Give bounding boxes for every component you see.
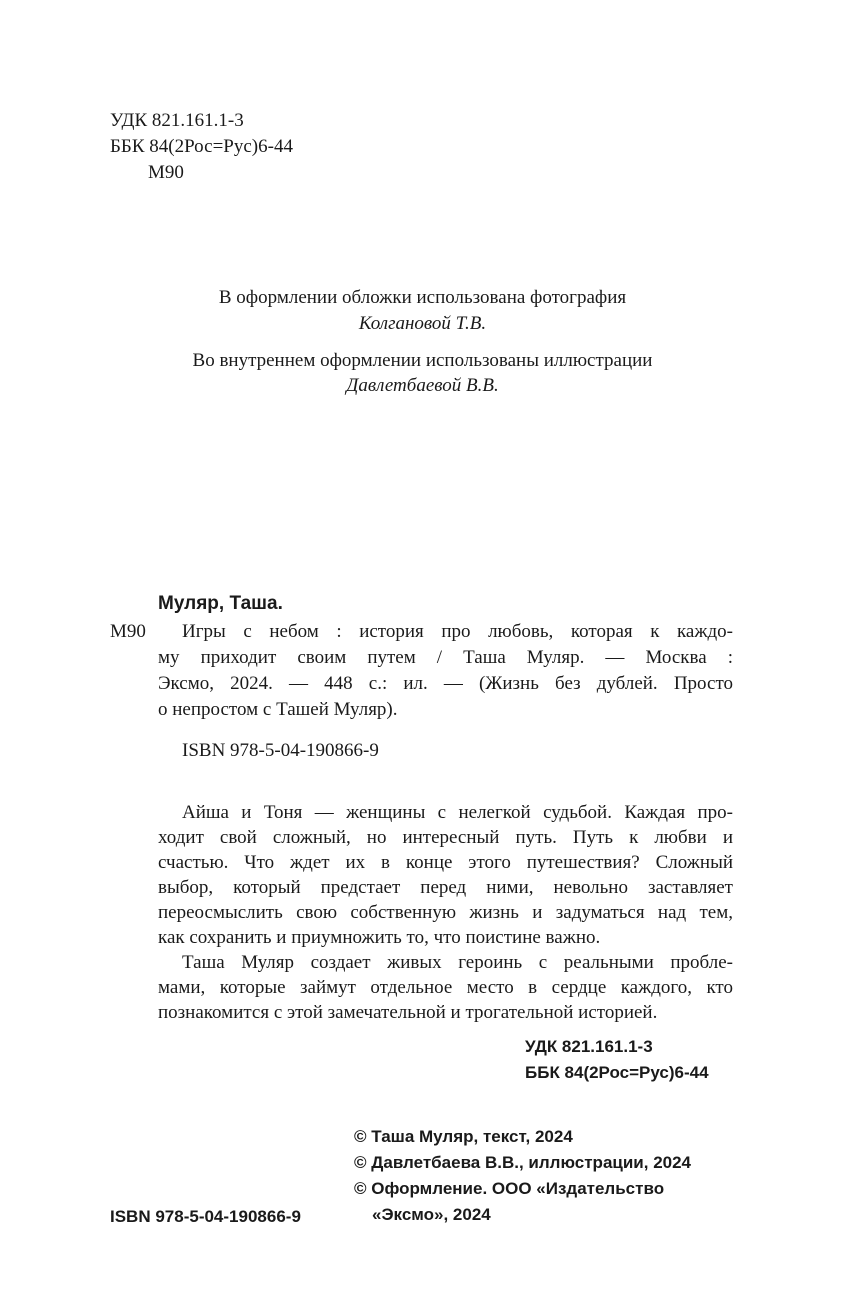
cover-credit-author: Колгановой Т.В. [358, 313, 487, 334]
copyright-line-4: «Эксмо», 2024 [372, 1205, 491, 1224]
annotation-p1-line-2: ходит свой сложный, но интересный путь. Путь к любви и [158, 827, 733, 848]
bottom-udk: УДК 821.161.1-3 [525, 1037, 653, 1056]
copyright-line-1: © Таша Муляр, текст, 2024 [354, 1127, 573, 1146]
bottom-bbk: ББК 84(2Рос=Рус)6-44 [525, 1063, 709, 1082]
bottom-isbn: ISBN 978-5-04-190866-9 [110, 1207, 301, 1226]
annotation-p2-line-3: познакомится с этой замечательной и трогательной историей. [158, 1002, 658, 1023]
illustrations-credit-line: Во внутреннем оформлении использованы иллюстрации [192, 350, 653, 371]
bibliography-line-4: о непростом с Ташей Муляр). [158, 699, 398, 720]
annotation-p1-line-6: как сохранить и приумножить то, что поистине важно. [158, 927, 601, 948]
bibliography-line-3: Эксмо, 2024. — 448 с.: ил. — (Жизнь без дублей. Просто [158, 673, 733, 694]
copyright-line-2: © Давлетбаева В.В., иллюстрации, 2024 [354, 1153, 692, 1172]
copyright-line-3: © Оформление. ООО «Издательство [354, 1179, 665, 1198]
annotation-p2-line-2: мами, которые займут отдельное место в сердце каждого, кто [158, 977, 733, 998]
annotation-p1-line-4: выбор, который предстает перед ними, невольно заставляет [158, 877, 733, 898]
bibliography-isbn: ISBN 978-5-04-190866-9 [182, 740, 379, 761]
bibliography-author: Муляр, Таша. [158, 593, 283, 614]
top-bbk: ББК 84(2Рос=Рус)6-44 [110, 136, 293, 157]
annotation-p1-line-1: Айша и Тоня — женщины с нелегкой судьбой. Каждая про- [182, 802, 733, 823]
annotation-p1-line-5: переосмыслить свою собственную жизнь и задуматься над тем, [158, 902, 733, 923]
top-udk: УДК 821.161.1-3 [110, 110, 244, 131]
illustrations-credit-author: Давлетбаевой В.В. [346, 375, 499, 396]
annotation-p2-line-1: Таша Муляр создает живых героинь с реальными пробле- [182, 952, 733, 973]
bibliography-line-1: Игры с небом : история про любовь, которая к каждо- [182, 621, 733, 642]
cover-credit-line: В оформлении обложки использована фотография [218, 287, 627, 308]
bibliography-line-2: му приходит своим путем / Таша Муляр. — Москва : [158, 647, 733, 668]
bibliography-code: М90 [110, 621, 146, 642]
annotation-p1-line-3: счастью. Что ждет их в конце этого путешествия? Сложный [158, 852, 733, 873]
top-author-code: М90 [148, 162, 184, 183]
